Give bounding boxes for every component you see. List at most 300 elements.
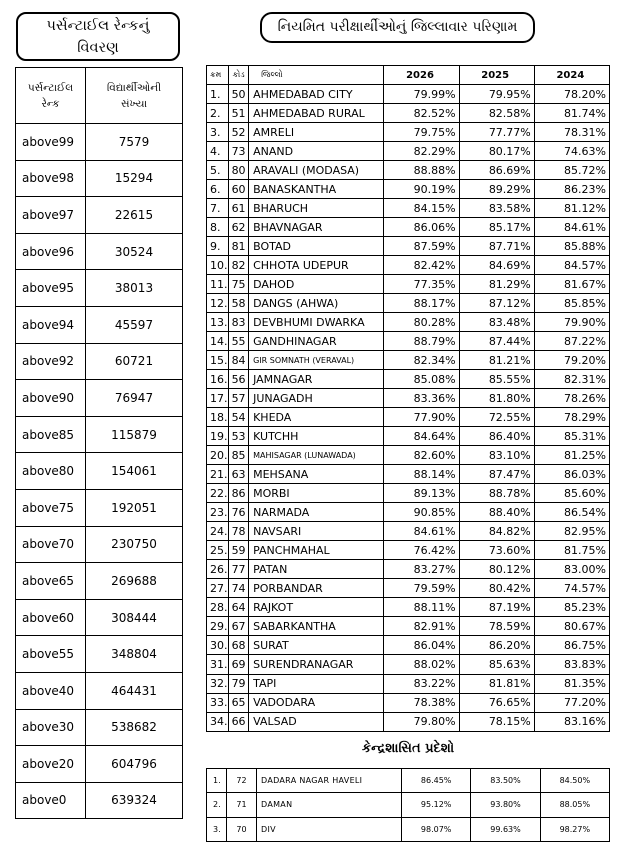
percentile-row xyxy=(16,672,183,709)
district-row xyxy=(207,142,610,161)
percentile-title-line1: પર્સન્ટાઈલ રેન્કનું xyxy=(46,18,150,34)
result-year-2: 80.12% xyxy=(459,560,534,579)
percentile-rank: above98 xyxy=(16,160,86,197)
percentile-table xyxy=(15,67,183,819)
result-year-2: 87.47% xyxy=(459,465,534,484)
result-year-3: 81.67% xyxy=(534,275,609,294)
result-year-2: 81.29% xyxy=(459,275,534,294)
result-year-1: 88.02% xyxy=(384,655,459,674)
district-name: DEVBHUMI DWARKA xyxy=(249,313,384,332)
district-name: PATAN xyxy=(249,560,384,579)
result-year-3: 81.35% xyxy=(534,674,609,693)
header-count-line1: વિદ્યાર્થીઓની xyxy=(106,81,162,94)
row-number: 20. xyxy=(207,446,229,465)
district-row xyxy=(207,408,610,427)
percentile-row xyxy=(16,124,183,161)
result-year-2: 99.63% xyxy=(471,817,540,841)
row-number: 14. xyxy=(207,332,229,351)
district-code: 66 xyxy=(229,712,249,731)
result-year-3: 81.74% xyxy=(534,104,609,123)
result-year-2: 83.58% xyxy=(459,199,534,218)
row-number: 22. xyxy=(207,484,229,503)
row-number: 6. xyxy=(207,180,229,199)
district-name: DAHOD xyxy=(249,275,384,294)
district-row xyxy=(207,256,610,275)
district-name: BOTAD xyxy=(249,237,384,256)
result-year-1: 88.11% xyxy=(384,598,459,617)
district-name: NAVSARI xyxy=(249,522,384,541)
student-count: 639324 xyxy=(86,782,183,819)
district-row xyxy=(207,541,610,560)
district-code: 80 xyxy=(229,161,249,180)
district-row xyxy=(207,294,610,313)
district-name: BANASKANTHA xyxy=(249,180,384,199)
district-row xyxy=(207,104,610,123)
result-year-1: 87.59% xyxy=(384,237,459,256)
row-number: 33. xyxy=(207,693,229,712)
district-code: 86 xyxy=(229,484,249,503)
result-year-2: 86.40% xyxy=(459,427,534,446)
result-year-2: 86.20% xyxy=(459,636,534,655)
district-name: AMRELI xyxy=(249,123,384,142)
district-code: 84 xyxy=(229,351,249,370)
district-row xyxy=(207,484,610,503)
row-number: 3. xyxy=(207,123,229,142)
percentile-title-line2: વિવરણ xyxy=(77,40,119,56)
result-year-1: 86.06% xyxy=(384,218,459,237)
result-year-3: 81.25% xyxy=(534,446,609,465)
result-year-3: 85.31% xyxy=(534,427,609,446)
district-row xyxy=(207,560,610,579)
result-year-1: 85.08% xyxy=(384,370,459,389)
district-row xyxy=(207,351,610,370)
result-year-2: 84.69% xyxy=(459,256,534,275)
result-year-2: 88.78% xyxy=(459,484,534,503)
district-row xyxy=(207,655,610,674)
row-number: 21. xyxy=(207,465,229,484)
district-name: SABARKANTHA xyxy=(249,617,384,636)
result-year-3: 84.57% xyxy=(534,256,609,275)
result-year-2: 85.17% xyxy=(459,218,534,237)
result-year-3: 81.12% xyxy=(534,199,609,218)
district-row xyxy=(207,85,610,104)
result-year-1: 78.38% xyxy=(384,693,459,712)
percentile-row xyxy=(16,160,183,197)
result-year-2: 82.58% xyxy=(459,104,534,123)
result-year-3: 74.57% xyxy=(534,579,609,598)
territory-name: DADARA NAGAR HAVELI xyxy=(257,769,402,793)
header-rank xyxy=(16,68,86,124)
district-row xyxy=(207,199,610,218)
percentile-rank: above40 xyxy=(16,672,86,709)
result-year-1: 82.52% xyxy=(384,104,459,123)
header-year-2: 2025 xyxy=(459,66,534,85)
result-year-3: 77.20% xyxy=(534,693,609,712)
percentile-rank: above97 xyxy=(16,197,86,234)
result-year-3: 84.61% xyxy=(534,218,609,237)
result-year-1: 79.59% xyxy=(384,579,459,598)
district-row xyxy=(207,465,610,484)
result-year-1: 77.90% xyxy=(384,408,459,427)
row-number: 18. xyxy=(207,408,229,427)
percentile-panel-title xyxy=(16,12,180,61)
result-year-1: 95.12% xyxy=(402,793,471,817)
header-year-1: 2026 xyxy=(384,66,459,85)
row-number: 2. xyxy=(207,793,227,817)
percentile-row xyxy=(16,782,183,819)
row-number: 26. xyxy=(207,560,229,579)
result-year-1: 83.27% xyxy=(384,560,459,579)
district-code: 77 xyxy=(229,560,249,579)
result-year-2: 87.71% xyxy=(459,237,534,256)
result-year-2: 77.77% xyxy=(459,123,534,142)
percentile-rank: above55 xyxy=(16,636,86,673)
row-number: 1. xyxy=(207,85,229,104)
district-name: KUTCHH xyxy=(249,427,384,446)
district-results-table xyxy=(206,65,610,732)
student-count: 76947 xyxy=(86,380,183,417)
student-count: 115879 xyxy=(86,416,183,453)
row-number: 7. xyxy=(207,199,229,218)
header-no: ક્રમ xyxy=(207,66,229,85)
percentile-rank: above99 xyxy=(16,124,86,161)
result-year-1: 88.88% xyxy=(384,161,459,180)
student-count: 30524 xyxy=(86,233,183,270)
percentile-rank: above75 xyxy=(16,489,86,526)
result-year-2: 83.50% xyxy=(471,769,540,793)
percentile-rank: above85 xyxy=(16,416,86,453)
result-year-2: 93.80% xyxy=(471,793,540,817)
result-year-3: 83.00% xyxy=(534,560,609,579)
district-code: 56 xyxy=(229,370,249,389)
district-code: 69 xyxy=(229,655,249,674)
territory-name: DIV xyxy=(257,817,402,841)
district-row xyxy=(207,427,610,446)
district-row xyxy=(207,674,610,693)
result-year-3: 82.31% xyxy=(534,370,609,389)
district-row xyxy=(207,503,610,522)
student-count: 348804 xyxy=(86,636,183,673)
row-number: 3. xyxy=(207,817,227,841)
district-name: ANAND xyxy=(249,142,384,161)
district-name: KHEDA xyxy=(249,408,384,427)
row-number: 11. xyxy=(207,275,229,294)
percentile-row xyxy=(16,453,183,490)
row-number: 5. xyxy=(207,161,229,180)
percentile-rank: above94 xyxy=(16,306,86,343)
district-code: 81 xyxy=(229,237,249,256)
district-code: 60 xyxy=(229,180,249,199)
result-year-3: 74.63% xyxy=(534,142,609,161)
result-year-2: 87.44% xyxy=(459,332,534,351)
district-row xyxy=(207,579,610,598)
row-number: 31. xyxy=(207,655,229,674)
result-year-1: 82.42% xyxy=(384,256,459,275)
district-row xyxy=(207,693,610,712)
district-row xyxy=(207,446,610,465)
header-rank-line1: પર્સન્ટાઈલ xyxy=(27,81,74,94)
percentile-row xyxy=(16,380,183,417)
result-year-1: 86.04% xyxy=(384,636,459,655)
district-name: AHMEDABAD CITY xyxy=(249,85,384,104)
row-number: 15. xyxy=(207,351,229,370)
result-year-3: 86.54% xyxy=(534,503,609,522)
header-rank-line2: રેન્ક xyxy=(41,97,60,110)
result-year-1: 79.75% xyxy=(384,123,459,142)
result-year-3: 81.75% xyxy=(534,541,609,560)
result-year-2: 84.82% xyxy=(459,522,534,541)
percentile-row xyxy=(16,197,183,234)
result-year-3: 84.50% xyxy=(540,769,609,793)
result-year-2: 73.60% xyxy=(459,541,534,560)
row-number: 25. xyxy=(207,541,229,560)
student-count: 15294 xyxy=(86,160,183,197)
result-year-3: 78.20% xyxy=(534,85,609,104)
district-code: 58 xyxy=(229,294,249,313)
percentile-row xyxy=(16,233,183,270)
row-number: 16. xyxy=(207,370,229,389)
result-year-1: 82.29% xyxy=(384,142,459,161)
district-code: 61 xyxy=(229,199,249,218)
district-row xyxy=(207,275,610,294)
district-name: TAPI xyxy=(249,674,384,693)
result-year-1: 82.60% xyxy=(384,446,459,465)
result-year-1: 84.61% xyxy=(384,522,459,541)
student-count: 538682 xyxy=(86,709,183,746)
result-year-2: 83.10% xyxy=(459,446,534,465)
result-year-3: 78.31% xyxy=(534,123,609,142)
district-code: 65 xyxy=(229,693,249,712)
row-number: 17. xyxy=(207,389,229,408)
district-code: 79 xyxy=(229,674,249,693)
district-code: 59 xyxy=(229,541,249,560)
result-year-3: 86.23% xyxy=(534,180,609,199)
district-row xyxy=(207,522,610,541)
row-number: 4. xyxy=(207,142,229,161)
row-number: 29. xyxy=(207,617,229,636)
student-count: 22615 xyxy=(86,197,183,234)
district-name: BHARUCH xyxy=(249,199,384,218)
student-count: 269688 xyxy=(86,563,183,600)
result-year-3: 80.67% xyxy=(534,617,609,636)
row-number: 24. xyxy=(207,522,229,541)
result-year-3: 98.27% xyxy=(540,817,609,841)
result-year-2: 88.40% xyxy=(459,503,534,522)
result-year-2: 80.17% xyxy=(459,142,534,161)
percentile-row xyxy=(16,636,183,673)
student-count: 45597 xyxy=(86,306,183,343)
percentile-header-row xyxy=(16,68,183,124)
territory-code: 70 xyxy=(227,817,257,841)
result-year-3: 88.05% xyxy=(540,793,609,817)
district-code: 52 xyxy=(229,123,249,142)
row-number: 28. xyxy=(207,598,229,617)
district-code: 51 xyxy=(229,104,249,123)
district-header-row xyxy=(207,66,610,85)
district-name: VADODARA xyxy=(249,693,384,712)
percentile-row xyxy=(16,709,183,746)
percentile-row xyxy=(16,270,183,307)
percentile-row xyxy=(16,416,183,453)
percentile-rank: above95 xyxy=(16,270,86,307)
result-year-1: 88.14% xyxy=(384,465,459,484)
district-row xyxy=(207,598,610,617)
result-year-3: 86.75% xyxy=(534,636,609,655)
result-year-2: 78.59% xyxy=(459,617,534,636)
result-year-3: 86.03% xyxy=(534,465,609,484)
district-name: AHMEDABAD RURAL xyxy=(249,104,384,123)
result-year-2: 85.63% xyxy=(459,655,534,674)
row-number: 10. xyxy=(207,256,229,275)
student-count: 60721 xyxy=(86,343,183,380)
percentile-rank: above96 xyxy=(16,233,86,270)
district-name: SURENDRANAGAR xyxy=(249,655,384,674)
percentile-rank: above65 xyxy=(16,563,86,600)
student-count: 230750 xyxy=(86,526,183,563)
percentile-rank: above60 xyxy=(16,599,86,636)
district-code: 82 xyxy=(229,256,249,275)
result-year-2: 81.21% xyxy=(459,351,534,370)
result-year-1: 88.17% xyxy=(384,294,459,313)
row-number: 13. xyxy=(207,313,229,332)
district-code: 57 xyxy=(229,389,249,408)
district-name: DANGS (AHWA) xyxy=(249,294,384,313)
result-year-2: 79.95% xyxy=(459,85,534,104)
percentile-rank: above90 xyxy=(16,380,86,417)
student-count: 154061 xyxy=(86,453,183,490)
row-number: 23. xyxy=(207,503,229,522)
header-code: કોડ xyxy=(229,66,249,85)
result-year-3: 79.20% xyxy=(534,351,609,370)
district-name: NARMADA xyxy=(249,503,384,522)
district-code: 73 xyxy=(229,142,249,161)
district-name: VALSAD xyxy=(249,712,384,731)
result-year-1: 80.28% xyxy=(384,313,459,332)
result-year-2: 80.42% xyxy=(459,579,534,598)
result-year-1: 89.13% xyxy=(384,484,459,503)
percentile-row xyxy=(16,526,183,563)
result-year-2: 76.65% xyxy=(459,693,534,712)
district-row xyxy=(207,389,610,408)
percentile-rank: above70 xyxy=(16,526,86,563)
row-number: 9. xyxy=(207,237,229,256)
territory-code: 71 xyxy=(227,793,257,817)
row-number: 34. xyxy=(207,712,229,731)
district-name: JAMNAGAR xyxy=(249,370,384,389)
result-year-2: 87.12% xyxy=(459,294,534,313)
district-name: MEHSANA xyxy=(249,465,384,484)
student-count: 192051 xyxy=(86,489,183,526)
district-row xyxy=(207,332,610,351)
district-code: 83 xyxy=(229,313,249,332)
result-year-3: 85.60% xyxy=(534,484,609,503)
district-row xyxy=(207,712,610,731)
result-year-3: 85.23% xyxy=(534,598,609,617)
district-code: 64 xyxy=(229,598,249,617)
header-year-3: 2024 xyxy=(534,66,609,85)
result-year-1: 84.15% xyxy=(384,199,459,218)
district-name: MORBI xyxy=(249,484,384,503)
district-row xyxy=(207,237,610,256)
result-year-3: 79.90% xyxy=(534,313,609,332)
result-year-1: 90.85% xyxy=(384,503,459,522)
district-code: 78 xyxy=(229,522,249,541)
percentile-row xyxy=(16,489,183,526)
student-count: 604796 xyxy=(86,746,183,783)
district-name: JUNAGADH xyxy=(249,389,384,408)
row-number: 8. xyxy=(207,218,229,237)
result-year-2: 85.55% xyxy=(459,370,534,389)
header-count-line2: સંખ્યા xyxy=(120,97,148,110)
student-count: 308444 xyxy=(86,599,183,636)
district-name: ARAVALI (MODASA) xyxy=(249,161,384,180)
district-row xyxy=(207,370,610,389)
row-number: 19. xyxy=(207,427,229,446)
result-year-1: 83.22% xyxy=(384,674,459,693)
result-year-2: 78.15% xyxy=(459,712,534,731)
result-year-2: 81.80% xyxy=(459,389,534,408)
result-year-2: 89.29% xyxy=(459,180,534,199)
territory-code: 72 xyxy=(227,769,257,793)
district-code: 76 xyxy=(229,503,249,522)
district-code: 53 xyxy=(229,427,249,446)
result-year-1: 77.35% xyxy=(384,275,459,294)
union-territories-table xyxy=(206,768,610,842)
district-code: 67 xyxy=(229,617,249,636)
result-year-1: 88.79% xyxy=(384,332,459,351)
percentile-row xyxy=(16,306,183,343)
row-number: 27. xyxy=(207,579,229,598)
percentile-rank: above30 xyxy=(16,709,86,746)
result-year-3: 85.72% xyxy=(534,161,609,180)
territory-name: DAMAN xyxy=(257,793,402,817)
result-year-3: 83.83% xyxy=(534,655,609,674)
district-name: GANDHINAGAR xyxy=(249,332,384,351)
result-year-3: 85.88% xyxy=(534,237,609,256)
district-row xyxy=(207,218,610,237)
result-year-3: 78.26% xyxy=(534,389,609,408)
district-code: 85 xyxy=(229,446,249,465)
district-code: 54 xyxy=(229,408,249,427)
row-number: 12. xyxy=(207,294,229,313)
result-year-2: 72.55% xyxy=(459,408,534,427)
district-code: 50 xyxy=(229,85,249,104)
district-row xyxy=(207,161,610,180)
district-code: 74 xyxy=(229,579,249,598)
district-code: 63 xyxy=(229,465,249,484)
result-year-1: 79.80% xyxy=(384,712,459,731)
district-name: MAHISAGAR (LUNAWADA) xyxy=(249,446,384,465)
union-territory-row xyxy=(207,817,610,841)
district-name: PORBANDAR xyxy=(249,579,384,598)
district-code: 68 xyxy=(229,636,249,655)
district-code: 62 xyxy=(229,218,249,237)
header-district: જિલ્લો xyxy=(249,66,384,85)
result-year-1: 86.45% xyxy=(402,769,471,793)
result-year-3: 82.95% xyxy=(534,522,609,541)
district-name: SURAT xyxy=(249,636,384,655)
result-year-1: 82.91% xyxy=(384,617,459,636)
row-number: 2. xyxy=(207,104,229,123)
district-code: 55 xyxy=(229,332,249,351)
result-year-3: 85.85% xyxy=(534,294,609,313)
row-number: 1. xyxy=(207,769,227,793)
percentile-row xyxy=(16,746,183,783)
result-year-1: 84.64% xyxy=(384,427,459,446)
district-code: 75 xyxy=(229,275,249,294)
percentile-row xyxy=(16,599,183,636)
district-name: GIR SOMNATH (VERAVAL) xyxy=(249,351,384,370)
